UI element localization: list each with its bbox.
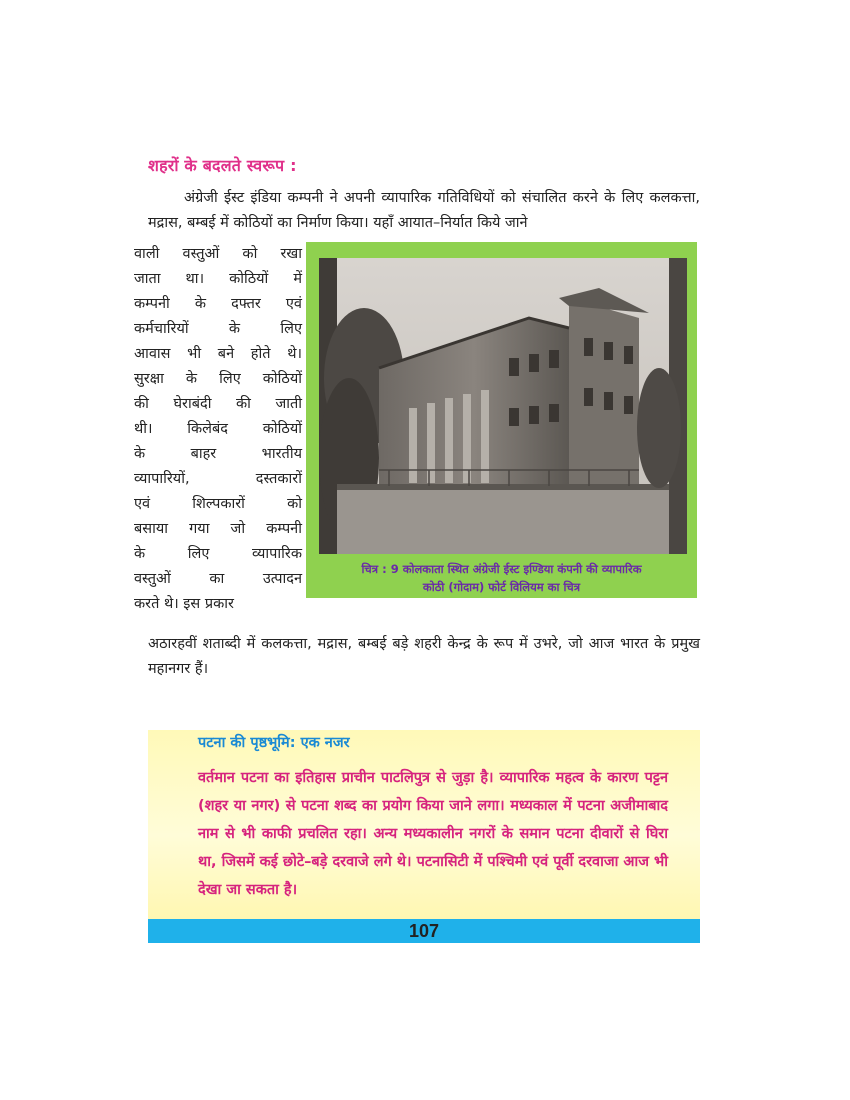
text-line: सुरक्षा के लिए कोठियों bbox=[134, 371, 302, 387]
text-line: वाली वस्तुओं को रखा bbox=[134, 246, 302, 262]
section-heading: शहरों के बदलते स्वरूप : bbox=[148, 156, 297, 175]
patna-info-box bbox=[148, 730, 700, 922]
text-line: कम्पनी के दफ्तर एवं bbox=[134, 296, 302, 312]
text-line: एवं शिल्पकारों को bbox=[134, 496, 302, 512]
caption-line: चित्र : 9 कोलकाता स्थित अंग्रेजी ईस्ट इण्डिया कंपनी की व्यापारिक bbox=[361, 562, 642, 576]
text-line: करते थे। इस प्रकार bbox=[134, 596, 234, 612]
text-line: वस्तुओं का उत्पादन bbox=[134, 571, 302, 587]
text-line: व्यापारियों, दस्तकारों bbox=[134, 471, 302, 487]
text-line: थी। किलेबंद कोठियों bbox=[134, 421, 302, 437]
text-line: की घेराबंदी की जाती bbox=[134, 396, 302, 412]
intro-paragraph: अंग्रेजी ईस्ट इंडिया कम्पनी ने अपनी व्यापारिक गतिविधियों को संचालित करने के लिए कलकत्ता, मद्रास, बम्बई में कोठियों का निर्माण किया। यहाँ आयात–निर्यात किये जाने bbox=[148, 190, 700, 231]
text-line: जाता था। कोठियों में bbox=[134, 271, 302, 287]
text-line: कर्मचारियों के लिए bbox=[134, 321, 302, 337]
box-text: वर्तमान पटना का इतिहास प्राचीन पाटलिपुत्र से जुड़ा है। व्यापारिक महत्व के कारण पट्टन (शहर या नगर) से पटना शब्द का प्रयोग किया जाने लगा। मध्यकाल में पटना अजीमाबाद नाम से भी काफी प्रचलित रहा। अन्य मध्यकालीन नगरों के समान पटना दीवारों से घिरा था, जिसमें कई छोटे–बड़े दरवाजे लगे थे। पटनासिटी में पश्चिमी एवं पूर्वी दरवाजा आज भी देखा जा सकता है। bbox=[198, 770, 668, 898]
fort-william-photo bbox=[319, 258, 687, 554]
text-line: के बाहर भारतीय bbox=[134, 446, 302, 462]
conclusion-paragraph: अठारहवीं शताब्दी में कलकत्ता, मद्रास, बम्बई बड़े शहरी केन्द्र के रूप में उभरे, जो आज भारत के प्रमुख महानगर हैं। bbox=[148, 636, 700, 677]
caption-line: कोठी (गोदाम) फोर्ट विलियम का चित्र bbox=[422, 580, 581, 594]
box-title: पटना की पृष्ठभूमि: एक नजर bbox=[198, 735, 350, 751]
page-number: 107 bbox=[408, 921, 440, 941]
figure-frame bbox=[306, 242, 697, 598]
left-column-text bbox=[134, 242, 302, 617]
figure-caption bbox=[316, 560, 687, 596]
text-line: आवास भी बने होते थे। bbox=[134, 346, 302, 362]
text-line: के लिए व्यापारिक bbox=[134, 546, 302, 562]
footer-bar bbox=[148, 919, 700, 943]
text-line: बसाया गया जो कम्पनी bbox=[134, 521, 302, 537]
